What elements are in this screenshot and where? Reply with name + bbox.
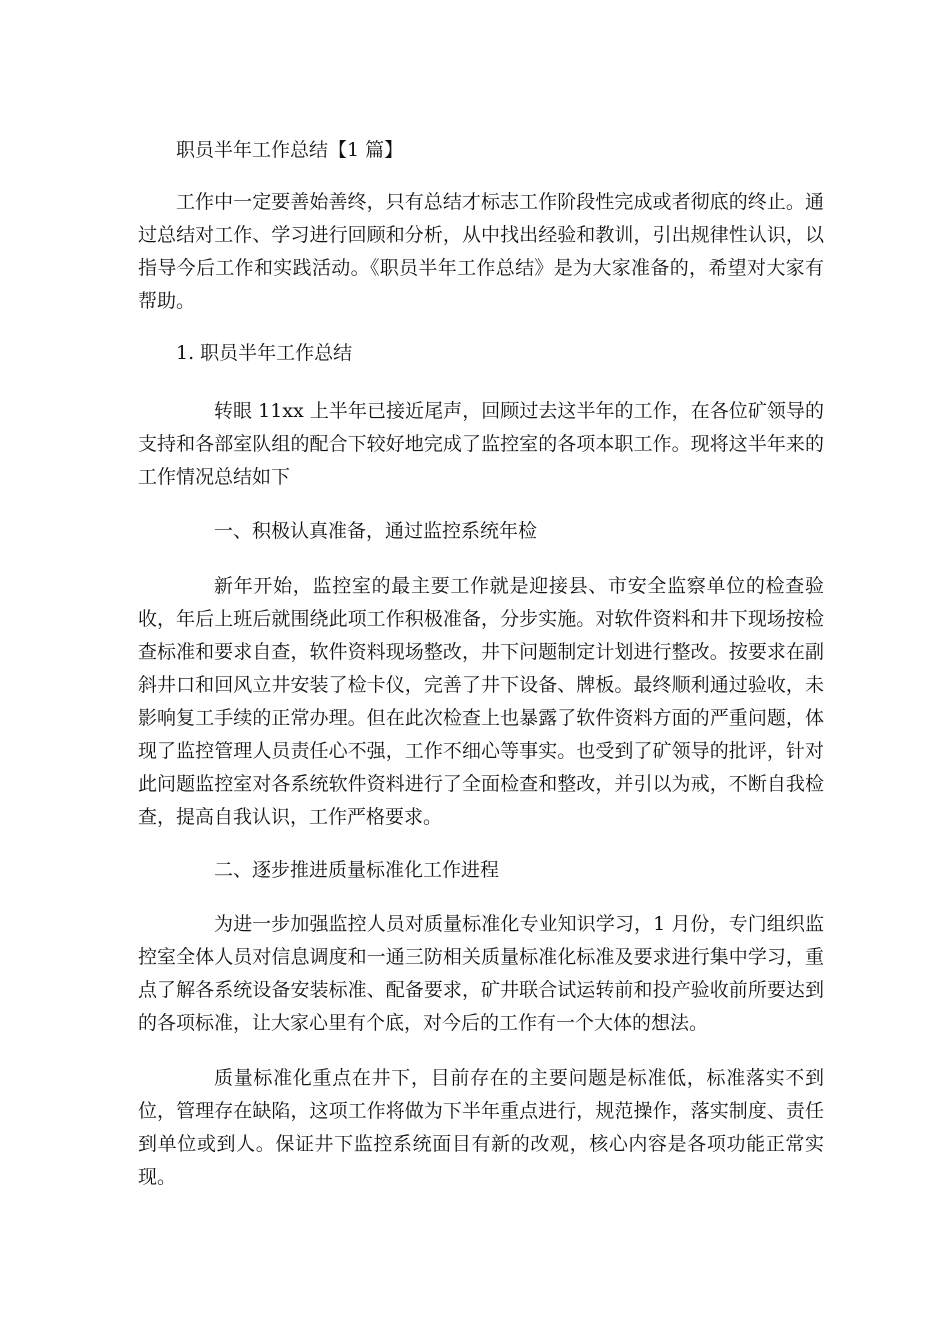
body-paragraph-1: 转眼 11xx 上半年已接近尾声，回顾过去这半年的工作，在各位矿领导的支持和各部室队组的配合下较好地完成了监控室的各项本职工作。现将这半年来的工作情况总结如下 [138, 400, 824, 488]
intro-paragraph: 工作中一定要善始善终，只有总结才标志工作阶段性完成或者彻底的终止。通过总结对工作、学习进行回顾和分析，从中找出经验和教训，引出规律性认识，以指导今后工作和实践活动。《职员半年工作总结》是为大家准备的，希望对大家有帮助。 [138, 191, 824, 312]
body-paragraph-3: 为进一步加强监控人员对质量标准化专业知识学习，1 月份，专门组织监控室全体人员对信息调度和一通三防相关质量标准化标准及要求进行集中学习，重点了解各系统设备安装标准、配备要求，矿井联合试运转前和投产验收前所要达到的各项标准，让大家心里有个底，对今后的工作有一个大体的想法。 [138, 913, 824, 1034]
section-title: 1. 职员半年工作总结 [176, 342, 353, 364]
body-paragraph-2: 新年开始，监控室的最主要工作就是迎接县、市安全监察单位的检查验收，年后上班后就围绕此项工作积极准备，分步实施。对软件资料和井下现场按检查标准和要求自查，软件资料现场整改，井下问题制定计划进行整改。按要求在副斜井口和回风立井安装了检卡仪，完善了井下设备、牌板。最终顺利通过验收，未影响复工手续的正常办理。但在此次检查上也暴露了软件资料方面的严重问题，体现了监控管理人员责任心不强，工作不细心等事实。也受到了矿领导的批评，针对此问题监控室对各系统软件资料进行了全面检查和整改，并引以为戒，不断自我检查，提高自我认识，工作严格要求。 [138, 575, 824, 828]
body-paragraph-4: 质量标准化重点在井下，目前存在的主要问题是标准低，标准落实不到位，管理存在缺陷，这项工作将做为下半年重点进行，规范操作，落实制度、责任到单位或到人。保证井下监控系统面目有新的改观，核心内容是各项功能正常实现。 [138, 1067, 824, 1188]
subheading-1: 一、积极认真准备，通过监控系统年检 [214, 520, 538, 542]
document-title: 职员半年工作总结【1 篇】 [176, 139, 404, 161]
subheading-2: 二、逐步推进质量标准化工作进程 [214, 859, 500, 881]
